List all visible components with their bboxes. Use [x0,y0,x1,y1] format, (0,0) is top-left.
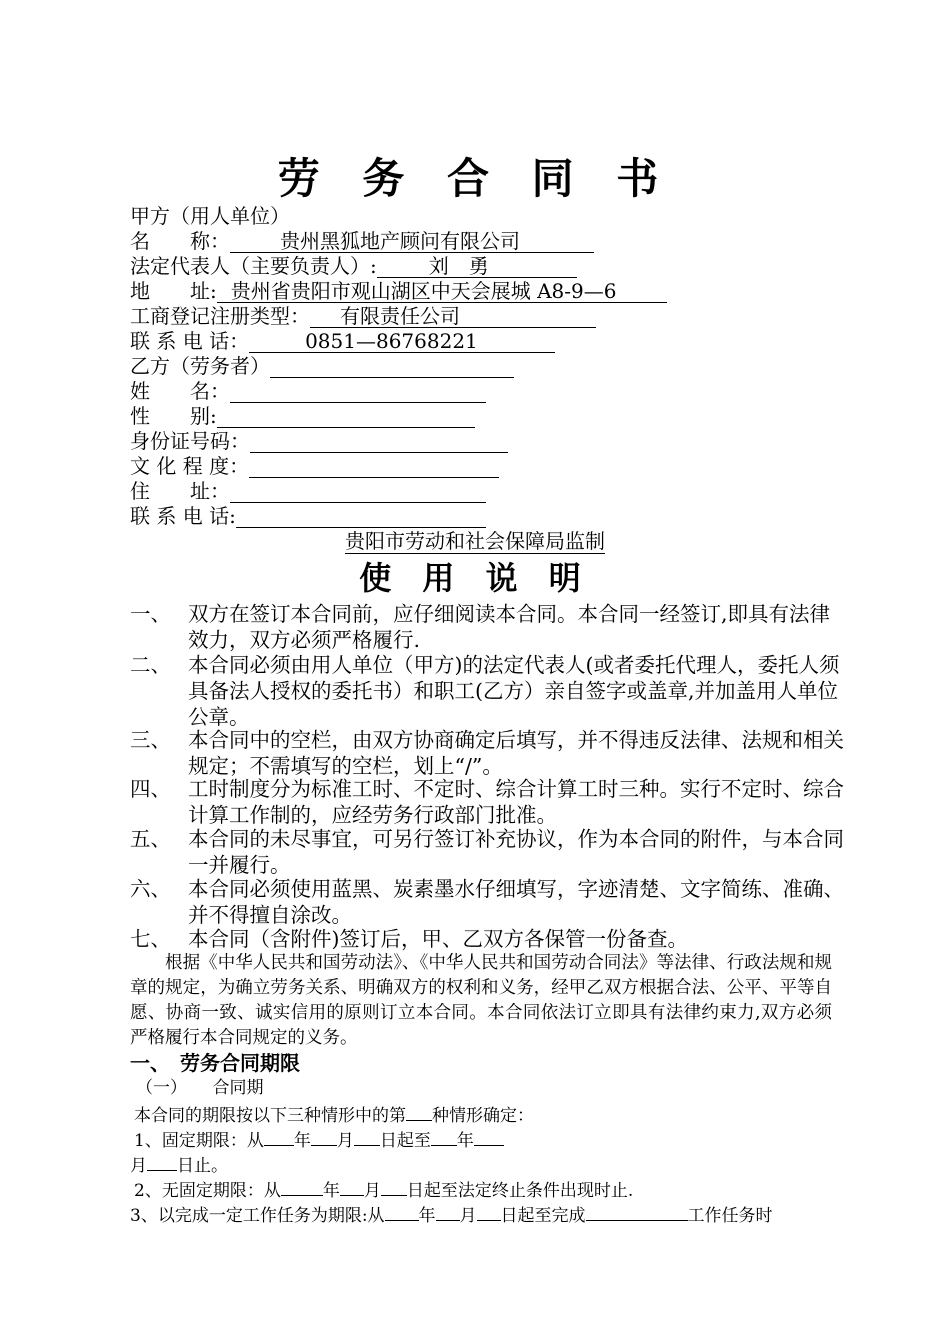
task-suffix: 工作任务时 [687,1206,773,1226]
party-a-address-value: 贵州省贵阳市观山湖区中天会展城 A8-9—6 [230,279,617,303]
instruction-text: 本合同必须由用人单位（甲方)的法定代表人(或者委托代理人，委托人须具备法人授权的委托书）和职工(乙方）亲自签字或盖章,并加盖用人单位公章。 [188,653,840,729]
fixed-term-row [134,1127,504,1153]
instruction-text: 本合同的未尽事宜，可另行签订补充协议，作为本合同的附件，与本合同一并履行。 [188,827,844,877]
instruction-num: 六、 [130,877,171,901]
party-a-name-label: 名 称： [130,229,230,253]
party-b-phone-row [130,504,486,529]
party-b-name-row [130,379,486,404]
instruction-num: 三、 [130,728,171,752]
party-a-rep-row [130,254,577,279]
task-start-month-blank[interactable] [436,1202,460,1221]
party-a-phone-label: 联 系 电 话： [130,329,250,353]
contract-title: 劳 务 合 同 书 [277,154,673,203]
party-a-heading: 甲方（用人单位） [130,204,290,228]
preamble-text: 根据《中华人民共和国劳动法》、《中华人民共和国劳动合同法》等法律、行政法规和规章的规定，为确立劳务关系、明确双方的权利和义务，经甲乙双方根据合法、公平、平等自愿、协商一致、诚实信用的原则订立本合同。本合同依法订立即具有法律约束力,双方必须严格履行本合同规定的义务。 [130,953,832,1048]
instruction-item [130,926,850,952]
fixed-end-year-blank[interactable] [431,1127,457,1146]
instructions-title: 使 用 说 明 [359,559,591,597]
month-label: 月 [363,1181,381,1201]
term-choice-blank[interactable] [406,1102,432,1121]
party-b-gender-row [130,404,475,429]
instruction-num: 四、 [130,777,171,801]
supervisor-text: 贵阳市劳动和社会保障局监制 [345,529,605,553]
fixed-end-day-blank[interactable] [147,1152,177,1171]
open-start-year-blank[interactable] [281,1177,323,1196]
instruction-num: 二、 [130,653,171,677]
party-a-rep-field[interactable] [377,255,577,278]
party-a-reg-field[interactable] [310,305,596,328]
party-b-field[interactable] [270,355,514,378]
party-a-name-row [130,229,594,254]
open-term-label: 2、无固定期限：从 [134,1181,281,1201]
instruction-text: 本合同中的空栏，由双方协商确定后填写，并不得违反法律、法规和相关规定；不需填写的空栏，划上“/”。 [188,728,844,778]
party-a-reg-row [130,304,596,329]
party-a-rep-value: 刘 勇 [428,254,489,278]
instruction-text: 工时制度分为标准工时、不定时、综合计算工时三种。实行不定时、综合计算工作制的，应经劳务行政部门批准。 [188,777,844,827]
party-b-edu-row [130,454,499,479]
term-choice-suffix: 种情形确定： [432,1106,534,1126]
fixed-start-day-blank[interactable] [354,1127,380,1146]
party-b-address-row [130,479,486,504]
fixed-term-label: 1、固定期限：从 [134,1131,264,1151]
party-b-name-label: 姓 名： [130,379,230,403]
instruction-text: 本合同（含附件)签订后，甲、乙双方各保管一份备查。 [188,927,688,951]
supervisor-line [0,529,950,554]
party-a-phone-value: 0851—86768221 [305,329,478,353]
task-start-year-blank[interactable] [385,1202,419,1221]
fixed-term-row-cont [130,1152,228,1178]
party-a-address-field[interactable] [217,280,667,303]
party-a-reg-value: 有限责任公司 [340,304,460,328]
open-term-suffix: 日起至法定终止条件出现时止. [406,1181,634,1201]
party-a-name-value: 贵州黑狐地产顾问有限公司 [280,229,520,253]
instruction-item [130,652,850,730]
instruction-item [130,776,850,828]
instruction-item [130,727,850,779]
party-b-address-label: 住 址： [130,479,230,503]
instruction-item [130,601,850,653]
party-b-gender-label: 性 别: [130,404,217,428]
party-b-gender-field[interactable] [217,405,475,428]
year-label: 年 [293,1131,311,1151]
party-b-phone-field[interactable] [236,505,486,528]
party-b-id-field[interactable] [250,430,508,453]
term-choice-prefix: 本合同的期限按以下三种情形中的第 [134,1106,406,1126]
fixed-start-month-blank[interactable] [311,1127,337,1146]
day-end-label: 日止。 [177,1156,228,1176]
year-label: 年 [322,1181,340,1201]
party-a-name-field[interactable] [230,230,594,253]
party-b-edu-field[interactable] [249,455,499,478]
party-b-heading-row [130,354,514,379]
instruction-item [130,826,850,878]
party-a-address-label: 地 址: [130,279,217,303]
month-label: 月 [459,1206,477,1226]
fixed-start-year-blank[interactable] [264,1127,294,1146]
party-a-phone-field[interactable] [249,330,555,353]
day-to-label: 日起至 [379,1131,431,1151]
task-name-blank[interactable] [586,1202,688,1221]
party-b-phone-label: 联 系 电 话: [130,504,236,528]
party-b-id-row [130,429,508,454]
party-b-heading: 乙方（劳务者） [130,354,270,378]
party-a-rep-label: 法定代表人（主要负责人）: [130,254,377,278]
open-term-row [134,1177,633,1203]
subsection-heading: （一） 合同期 [136,1078,264,1098]
instruction-text: 本合同必须使用蓝黑、炭素墨水仔细填写，字迹清楚、文字简练、准确、并不得擅自涂改。 [188,877,844,927]
section-heading: 一、 劳务合同期限 [130,1051,300,1075]
party-b-name-field[interactable] [230,380,486,403]
open-start-day-blank[interactable] [381,1177,407,1196]
party-b-id-label: 身份证号码： [130,429,250,453]
instruction-item [130,876,850,928]
month-label: 月 [336,1131,354,1151]
term-choice-row [134,1102,534,1128]
task-term-label: 3、以完成一定工作任务为期限:从 [130,1206,385,1226]
task-term-row [130,1202,773,1228]
party-a-address-row [130,279,667,304]
year-label: 年 [418,1206,436,1226]
open-start-month-blank[interactable] [340,1177,364,1196]
task-start-day-blank[interactable] [477,1202,501,1221]
month-label: 月 [130,1156,147,1176]
party-a-phone-row [130,329,555,354]
instruction-num: 一、 [130,602,171,626]
party-b-address-field[interactable] [230,480,486,503]
party-a-reg-label: 工商登记注册类型： [130,304,310,328]
instruction-num: 七、 [130,927,171,951]
fixed-end-month-blank[interactable] [474,1127,504,1146]
instruction-num: 五、 [130,827,171,851]
preamble-paragraph [130,951,832,1051]
task-to-label: 日起至完成 [500,1206,586,1226]
party-b-edu-label: 文 化 程 度： [130,454,250,478]
year-label: 年 [456,1131,474,1151]
instruction-text: 双方在签订本合同前，应仔细阅读本合同。本合同一经签订,即具有法律效力，双方必须严格履行. [188,602,831,652]
